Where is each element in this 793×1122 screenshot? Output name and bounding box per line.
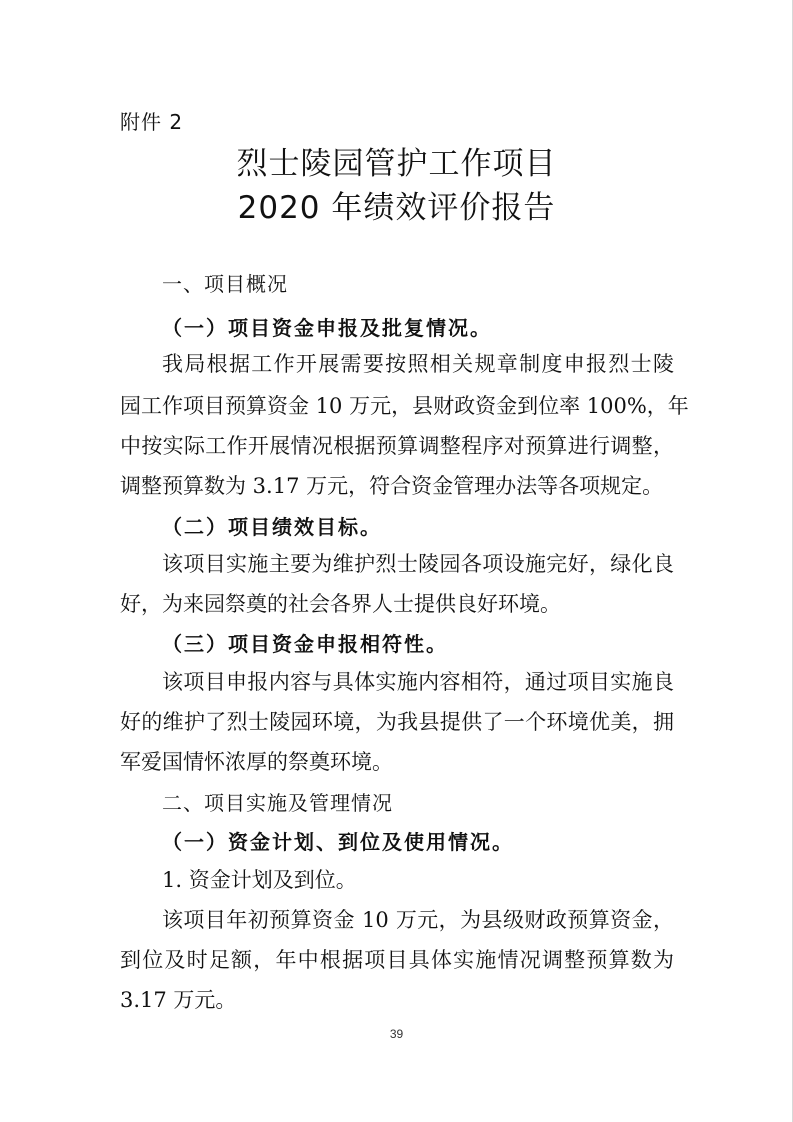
document-title-line2: 2020 年绩效评价报告 <box>237 190 556 226</box>
s1-sub3-para-line1: 该项目申报内容与具体实施内容相符，通过项目实施良 <box>162 670 674 694</box>
document-title-line1: 烈士陵园管护工作项目 <box>236 146 557 182</box>
s1-sub2-para-line1: 该项目实施主要为维护烈士陵园各项设施完好，绿化良 <box>162 552 674 576</box>
attachment-label: 附件 2 <box>120 110 184 134</box>
s1-sub3-para-line3: 军爱国情怀浓厚的祭奠环境。 <box>120 750 393 774</box>
s2-sub1-heading: （一）资金计划、到位及使用情况。 <box>162 830 514 854</box>
section2-heading: 二、项目实施及管理情况 <box>162 791 393 815</box>
s1-sub1-para-line3: 中按实际工作开展情况根据预算调整程序对预算进行调整， <box>120 434 674 458</box>
s1-sub1-para-line1: 我局根据工作开展需要按照相关规章制度申报烈士陵 <box>162 352 674 376</box>
s1-sub2-heading: （二）项目绩效目标。 <box>162 515 382 539</box>
section1-heading: 一、项目概况 <box>162 272 288 296</box>
s2-item1-para-line2: 到位及时足额，年中根据项目具体实施情况调整预算数为 <box>120 948 674 972</box>
s1-sub2-para-line2: 好，为来园祭奠的社会各界人士提供良好环境。 <box>120 592 561 616</box>
s2-item1-heading: 1. 资金计划及到位。 <box>162 868 357 892</box>
s2-item1-para-line3: 3.17 万元。 <box>120 988 237 1012</box>
s2-item1-para-line1: 该项目年初预算资金 10 万元，为县级财政预算资金， <box>162 908 674 932</box>
s1-sub3-para-line2: 好的维护了烈士陵园环境，为我县提供了一个环境优美，拥 <box>120 710 674 734</box>
page-number: 39 <box>389 1027 404 1041</box>
s1-sub1-para-line2: 园工作项目预算资金 10 万元，县财政资金到位率 100%，年 <box>120 394 689 418</box>
s1-sub1-heading: （一）项目资金申报及批复情况。 <box>162 316 492 340</box>
s1-sub3-heading: （三）项目资金申报相符性。 <box>162 632 448 656</box>
s1-sub1-para-line4: 调整预算数为 3.17 万元，符合资金管理办法等各项规定。 <box>120 474 664 498</box>
